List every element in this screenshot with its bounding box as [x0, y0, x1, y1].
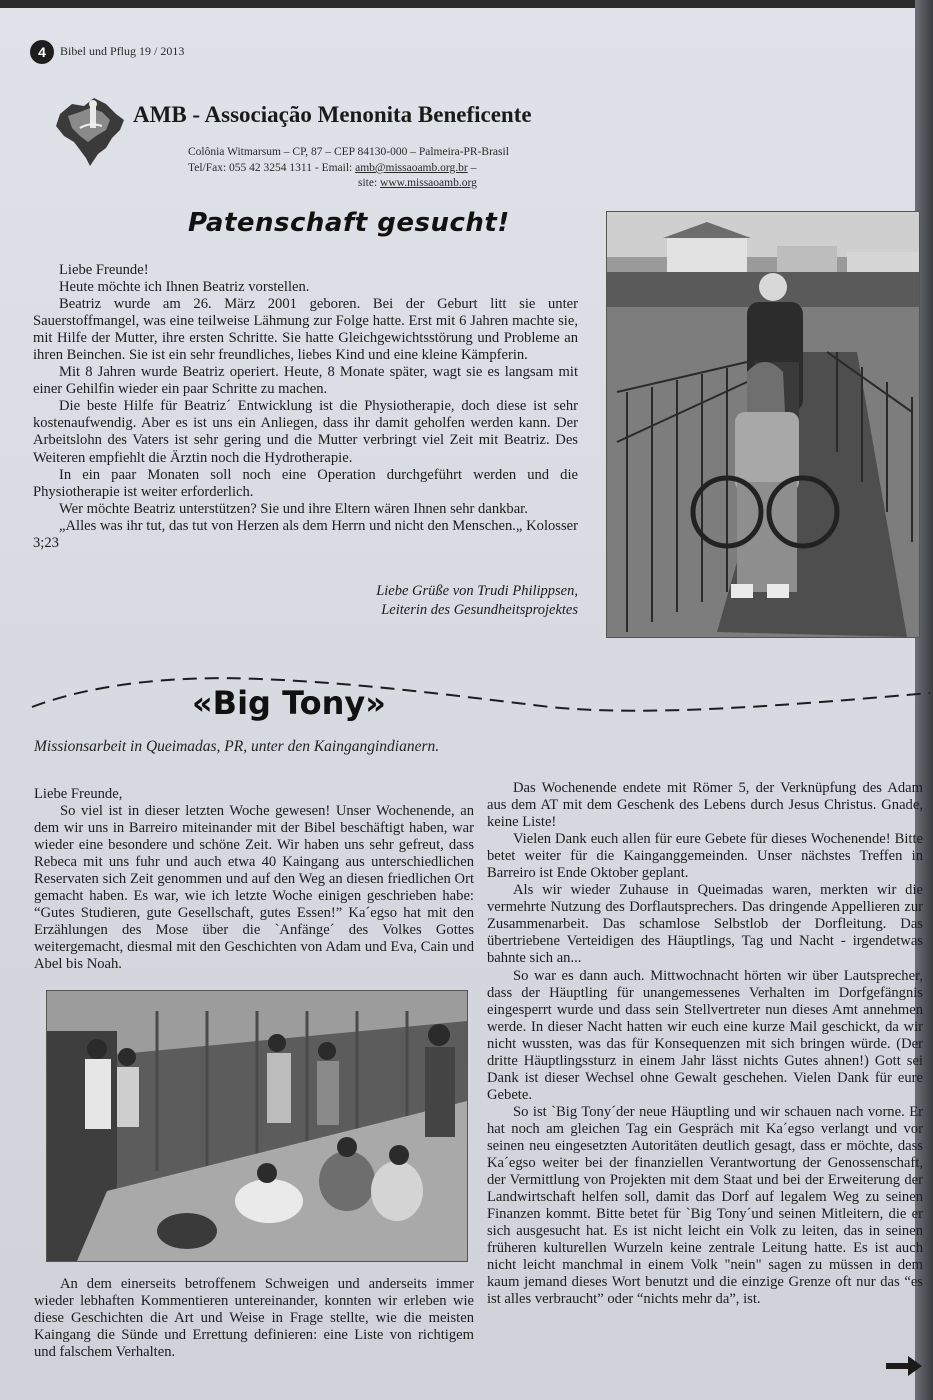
organization-name: AMB - Associação Menonita Beneficente [133, 102, 532, 127]
article1-paragraph: In ein paar Monaten soll noch eine Operation durchgeführt werden und die Physiotherapie ist weiter erforderlich. [33, 466, 578, 500]
article2-left-after-photo [34, 1276, 474, 1361]
article1-paragraph: Liebe Freunde! [59, 262, 149, 278]
signature-line-2: Leiterin des Gesundheitsprojektes [381, 602, 578, 618]
group-meal-photo [46, 990, 468, 1262]
article2-paragraph: Vielen Dank euch allen für eure Gebete für dieses Wochenende! Bitte betet weiter für die Kainganggemeinden. Unser nächstes Treffen in Barreiro ist Ende Oktober geplant. [487, 831, 923, 882]
publication-line: Bibel und Pflug 19 / 2013 [60, 44, 185, 58]
article2-paragraph: Liebe Freunde, [34, 786, 123, 802]
org-contact-line [188, 162, 476, 174]
article1-paragraph: Beatriz wurde am 26. März 2001 geboren. Bei der Geburt litt sie unter Sauerstoffmangel, was eine teilweise Lähmung zur Folge hatte. Erst mit 6 Jahren machte sie, mit Hilfe der Mutter, ihre ersten Schritte. Sie hatte Gleichgewichtsstörung und Probleme an ihren Beinchen. Sie ist ein sehr freundliches, liebes Kind und eine kleine Kämpferin. [33, 296, 578, 364]
article1-signature [300, 582, 578, 620]
article2-paragraph: Das Wochenende endete mit Römer 5, der Verknüpfung des Adam aus dem AT mit dem Geschenk des Lebens durch Jesus Christus. Gnade, keine Liste! [487, 780, 923, 831]
article2-subtitle: Missionsarbeit in Queimadas, PR, unter den Kaingangindianern. [34, 738, 440, 755]
org-site-label: site: [358, 177, 381, 189]
org-phone: Tel/Fax: 055 42 3254 1311 - Email: [188, 162, 356, 174]
article2-paragraph: So ist `Big Tony´der neue Häuptling und wir schauen nach vorne. Er hat noch am gleichen Tag ein Gespräch mit Ka´egso verlangt und vor seinen neu eingesetzten Autoritäten deutlich gesagt, dass er möchte, dass Ka´egso weiter bei der finanziellen Verantwortung der Genossenschaft, der Vermittlung von Projekten mit dem Staat und bei der Erweiterung der Landwirtschaft helfen soll, damit das Dorf auf legalem Weg zu seinen Finanzen kommt. Bitte betet für `Big Tony´und seinen Mitleitern, die er sich ausgesucht hat. Es ist nicht leicht ein Volk zu leiten, das in seinen früheren kulturellen Wurzeln keine zentrale Leitung hatte. Es ist auch nicht leicht manchmal in einem Volk "nein" sagen zu müssen in dem kaum jemand dieses Wort benutzt und die einzige Grenze oft nur das “es ist alles verbraucht” oder “nichts mehr da”, ist. [487, 1103, 923, 1308]
brazil-map-logo-icon [50, 92, 130, 170]
article1-paragraph: Wer möchte Beatriz unterstützen? Sie und ihre Eltern wären Ihnen sehr dankbar. [59, 500, 528, 517]
arrow-right-icon[interactable] [884, 1354, 924, 1378]
article1-body [33, 262, 578, 552]
wheelchair-photo [606, 211, 920, 638]
wheelchair-photo-image [607, 212, 919, 637]
article2-left-column [34, 786, 474, 974]
article1-paragraph: „Alles was ihr tut, das tut von Herzen als dem Herrn und nicht den Menschen.„ Kolosser 3;23 [33, 517, 578, 551]
article1-paragraph: Die beste Hilfe für Beatriz´ Entwicklung ist die Physiotherapie, doch diese ist sehr kostenaufwendig. Aber es ist uns ein Anliegen, dass ihr damit geholfen werden kann. Der Arbeitslohn des Vaters ist sehr gering und die Mutter verbringt viel Zeit mit Beatriz. Des Weiteren empfiehlt die Ärztin noch die Hydrotherapie. [33, 398, 578, 466]
article1-paragraph: Mit 8 Jahren wurde Beatriz operiert. Heute, 8 Monate später, wagt sie es langsam mit einer Gehilfin wieder ein paar Schritte zu machen. [33, 364, 578, 398]
page-number-badge [30, 40, 54, 64]
group-meal-photo-image [47, 991, 467, 1261]
wavy-divider [30, 655, 933, 715]
org-phone-suffix: – [467, 162, 477, 174]
page-number: 4 [38, 44, 46, 60]
article2-paragraph: Als wir wieder Zuhause in Queimadas waren, merkten wir die vermehrte Nutzung des Dorflautsprechers. Das dringende Appellieren zur Zusammenarbeit. Das schamlose Selbstlob der Dorfleitung. Das übertriebene Verteidigen des Häuptlings, Tag und Nacht - irgendetwas bahnte sich an... [487, 882, 923, 967]
article1-title: Patenschaft gesucht! [188, 208, 510, 238]
article2-right-column [487, 780, 923, 1308]
org-site-line [358, 177, 477, 189]
article2-paragraph: So viel ist in dieser letzten Woche gewesen! Unser Wochenende, an dem wir uns in Barreiro miteinander mit der Bibel beschäftigt haben, war wieder eine besondere und schöne Zeit. Wir haben uns sehr gefreut, dass Rebeca mit uns fuhr und auch etwa 40 Kaingang aus unterschiedlichen Reservaten sich Zeit genommen und auf den Weg an diesen friedlichen Ort gemacht haben. Es war, wie ich letzte Woche einigen geschrieben habe: “Gutes Studieren, gute Gesellschaft, gutes Essen!” Ka´egso hat mit den Erzählungen des Mose über die `Anfänge´ des Volkes Gottes weitergemacht, diesmal mit den Geschichten von Adam und Eva, Cain und Abel bis Noah. [34, 803, 474, 973]
org-address: Colônia Witmarsum – CP, 87 – CEP 84130-000 – Palmeira-PR-Brasil [188, 146, 509, 158]
org-site-link[interactable]: www.missaoamb.org [380, 177, 477, 189]
signature-line-1: Liebe Grüße von Trudi Philippsen, [376, 583, 578, 599]
article2-title: «Big Tony» [192, 684, 386, 722]
article2-paragraph: So war es dann auch. Mittwochnacht hörten wir über Lautsprecher, dass der Häuptling für unangemessenes Verhalten im Dorfgefängnis eingesperrt wurde und dass sein Stellvertreter nun dieses Amt annehmen werde. In dieser Nacht hatten wir euch eine kurze Mail geschickt, da wir nicht wussten, was das für Konsequenzen mit sich bringen würde. (Der dritte Häuptlingssturz in einem Jahr lässt nichts Gutes ahnen!) Gott sei Dank ist dieser Wechsel ohne Gewalt geschehen. Vielen Dank für eure Gebete. [487, 967, 923, 1103]
org-email-link[interactable]: amb@missaoamb.org.br [355, 162, 468, 174]
article1-paragraph: Heute möchte ich Ihnen Beatriz vorstellen. [59, 279, 310, 296]
article2-paragraph: An dem einerseits betroffenem Schweigen und anderseits immer wieder lebhaften Kommentieren untereinander, konnten wir erleben wie diese Geschichten die Art und Weise in Frage stellte, wie die meisten Kaingang die Sünde und Errettung definieren: eine Liste von richtigem und falschem Verhalten. [34, 1276, 474, 1361]
